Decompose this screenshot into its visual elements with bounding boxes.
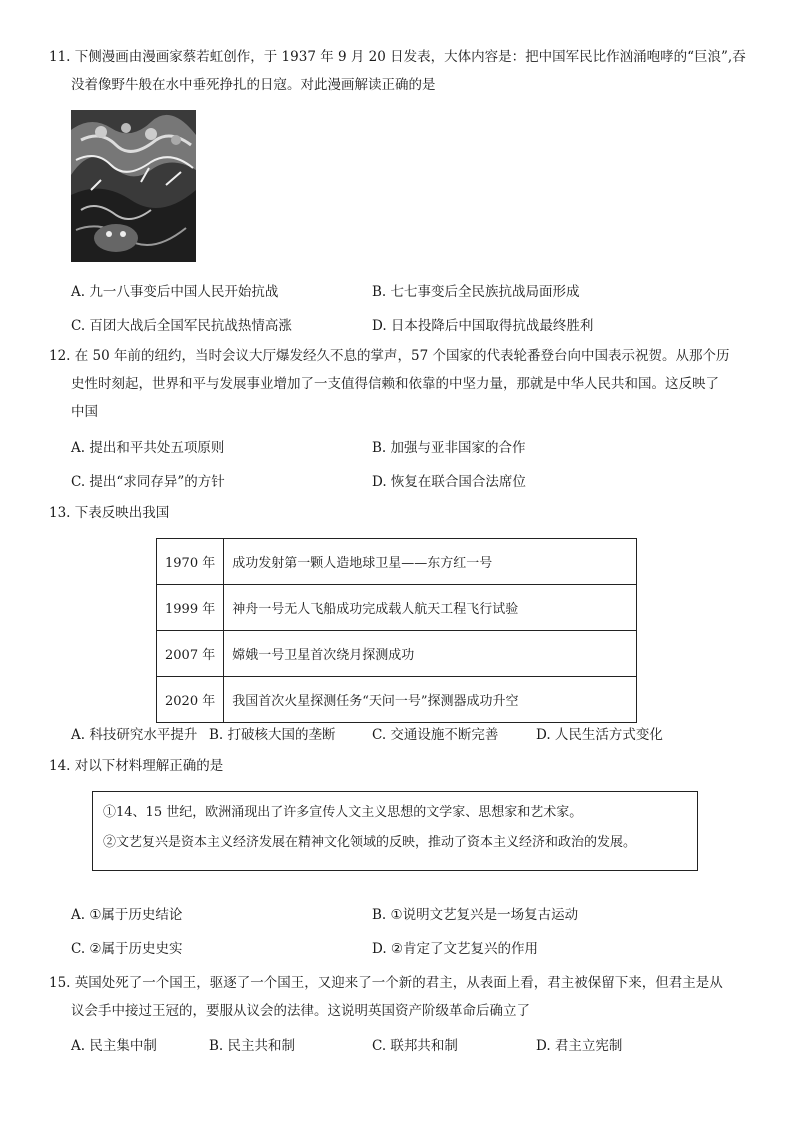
- year-cell: 2007 年: [157, 631, 224, 677]
- q12-stem-line3: 中国: [71, 404, 98, 420]
- q11-option-a[interactable]: A. 九一八事变后中国人民开始抗战: [71, 284, 279, 300]
- table-row: [157, 677, 637, 723]
- table-row: [157, 539, 637, 585]
- year-cell: 1970 年: [157, 539, 224, 585]
- q11-stem-line2: 没着像野牛般在水中垂死挣扎的日寇。对此漫画解读正确的是: [71, 77, 436, 93]
- event-cell: 嫦娥一号卫星首次绕月探测成功: [224, 631, 637, 677]
- q14-material-1: ①14、15 世纪，欧洲涌现出了许多宣传人文主义思想的文学家、思想家和艺术家。: [103, 805, 583, 820]
- q15-option-c[interactable]: C. 联邦共和制: [372, 1038, 458, 1054]
- q11-stem-line1: 11. 下侧漫画由漫画家蔡若虹创作，于 1937 年 9 月 20 日发表，大体内容是：把中国军民比作汹涌咆哮的“巨浪”,吞: [49, 49, 746, 65]
- q13-table: [156, 538, 637, 723]
- q14-option-a[interactable]: A. ①属于历史结论: [71, 907, 183, 923]
- q13-option-d[interactable]: D. 人民生活方式变化: [536, 727, 663, 743]
- q13-option-a[interactable]: A. 科技研究水平提升: [71, 727, 198, 743]
- q11-option-d[interactable]: D. 日本投降后中国取得抗战最终胜利: [372, 318, 594, 334]
- q11-option-b[interactable]: B. 七七事变后全民族抗战局面形成: [372, 284, 580, 300]
- q11-option-c[interactable]: C. 百团大战后全国军民抗战热情高涨: [71, 318, 292, 334]
- q12-option-a[interactable]: A. 提出和平共处五项原则: [71, 440, 225, 456]
- q14-option-c[interactable]: C. ②属于历史史实: [71, 941, 183, 957]
- q15-stem-line1: 15. 英国处死了一个国王，驱逐了一个国王，又迎来了一个新的君主，从表面上看，君主被保留下来，但君主是从: [49, 975, 723, 991]
- q13-option-b[interactable]: B. 打破核大国的垄断: [209, 727, 336, 743]
- event-cell: 我国首次火星探测任务“天问一号”探测器成功升空: [224, 677, 637, 723]
- q15-option-a[interactable]: A. 民主集中制: [71, 1038, 157, 1054]
- event-cell: 神舟一号无人飞船成功完成载人航天工程飞行试验: [224, 585, 637, 631]
- q13-stem: 13. 下表反映出我国: [49, 505, 170, 521]
- table-row: [157, 631, 637, 677]
- q12-option-b[interactable]: B. 加强与亚非国家的合作: [372, 440, 526, 456]
- q13-option-c[interactable]: C. 交通设施不断完善: [372, 727, 499, 743]
- q14-material-2: ②文艺复兴是资本主义经济发展在精神文化领域的反映，推动了资本主义经济和政治的发展。: [103, 835, 637, 850]
- q12-stem-line2: 史性时刻起，世界和平与发展事业增加了一支值得信赖和依靠的中坚力量，那就是中华人民共和国。这反映了: [71, 376, 719, 392]
- q14-option-b[interactable]: B. ①说明文艺复兴是一场复古运动: [372, 907, 579, 923]
- q15-option-b[interactable]: B. 民主共和制: [209, 1038, 296, 1054]
- year-cell: 1999 年: [157, 585, 224, 631]
- year-cell: 2020 年: [157, 677, 224, 723]
- q12-option-c[interactable]: C. 提出“求同存异”的方针: [71, 474, 225, 490]
- q15-stem-line2: 议会手中接过王冠的，要服从议会的法律。这说明英国资产阶级革命后确立了: [71, 1003, 530, 1019]
- cartoon-image: [71, 110, 196, 262]
- q14-option-d[interactable]: D. ②肯定了文艺复兴的作用: [372, 941, 539, 957]
- q15-option-d[interactable]: D. 君主立宪制: [536, 1038, 623, 1054]
- q14-stem: 14. 对以下材料理解正确的是: [49, 758, 224, 774]
- q14-material-box: [92, 791, 698, 871]
- q12-stem-line1: 12. 在 50 年前的纽约，当时会议大厅爆发经久不息的掌声，57 个国家的代表轮番登台向中国表示祝贺。从那个历: [49, 348, 730, 364]
- event-cell: 成功发射第一颗人造地球卫星——东方红一号: [224, 539, 637, 585]
- q12-option-d[interactable]: D. 恢复在联合国合法席位: [372, 474, 526, 490]
- table-row: [157, 585, 637, 631]
